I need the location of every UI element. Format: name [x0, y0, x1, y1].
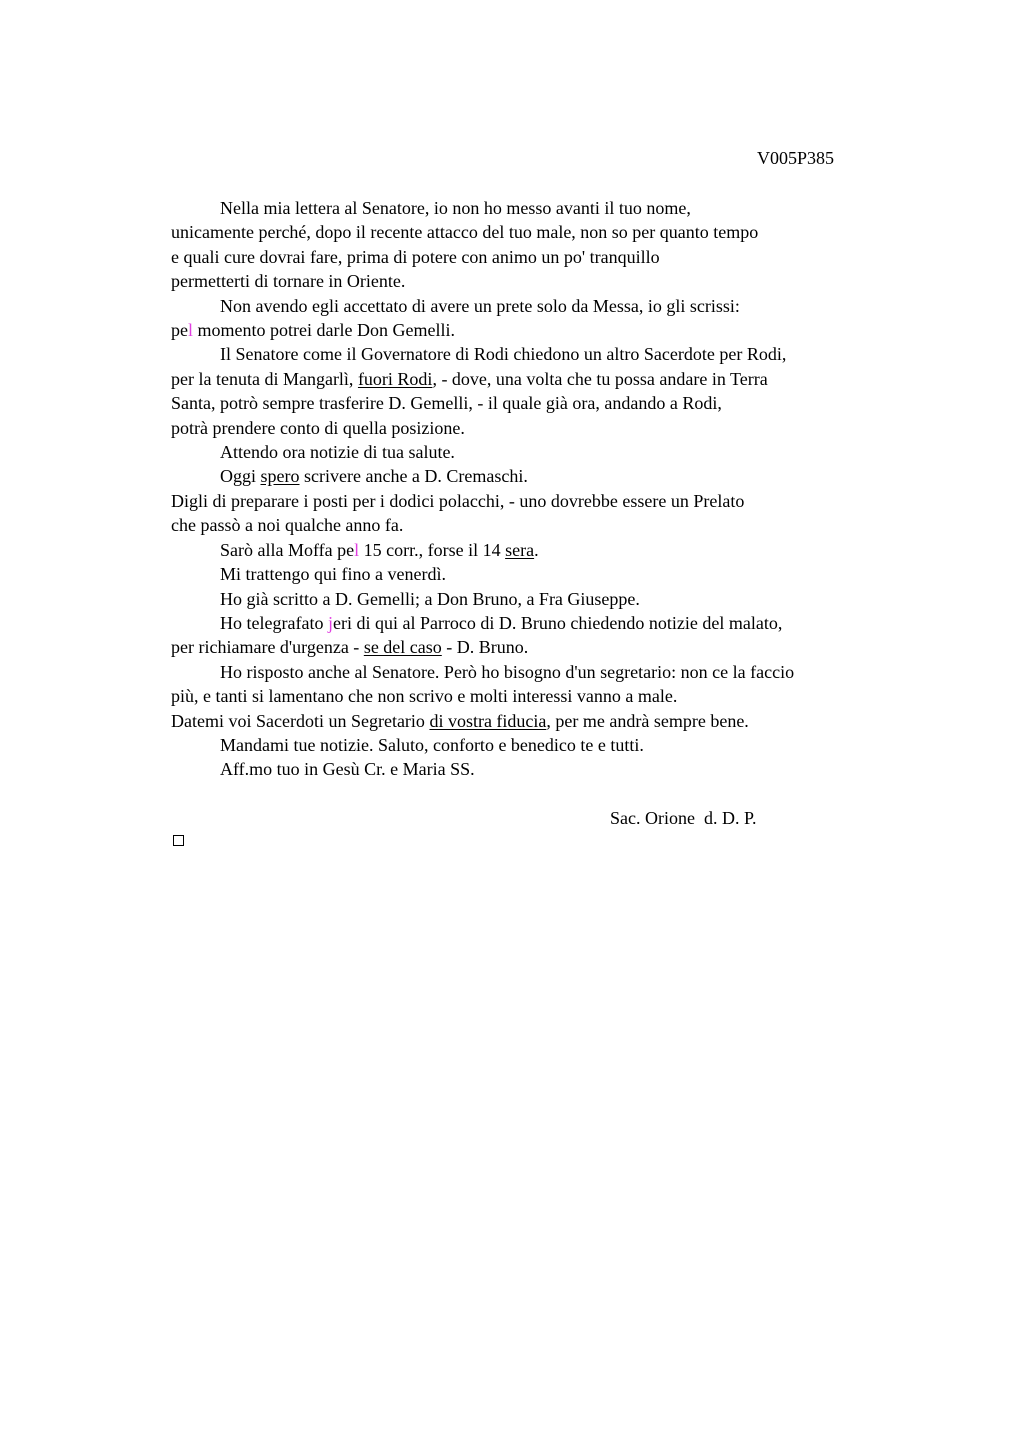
line-text: . [534, 539, 539, 560]
line-text: , - dove, una volta che tu possa andare in Terra [432, 368, 768, 389]
line-text: pe [171, 320, 188, 341]
line-text: Il Senatore come il Governatore di Rodi chiedono un altro Sacerdote per Rodi, [220, 344, 787, 365]
line-text: Datemi voi Sacerdoti un Segretario [171, 710, 430, 731]
letter-line [171, 269, 794, 293]
editor-mark: j [327, 612, 333, 633]
line-text: Ho telegrafato [220, 612, 328, 633]
line-text: eri di qui al Parroco di D. Bruno chiedendo notizie del malato, [332, 612, 783, 633]
underlined-text: di vostra fiducia [429, 710, 547, 731]
line-text: Digli di preparare i posti per i dodici polacchi, - uno dovrebbe essere un Prelato [171, 490, 745, 511]
letter-line [171, 635, 794, 659]
line-text: Oggi [220, 466, 261, 487]
letter-line [171, 416, 794, 440]
page-id: V005P385 [757, 148, 835, 168]
underlined-text: fuori Rodi [357, 368, 433, 389]
line-text: che passò a noi qualche anno fa. [171, 515, 404, 536]
letter-line [171, 391, 794, 415]
line-text: per la tenuta di Mangarlì, [171, 368, 358, 389]
letter-line [171, 342, 794, 366]
line-text: Santa, potrò sempre trasferire D. Gemelli, - il quale già ora, andando a Rodi, [171, 393, 722, 414]
line-text: Attendo ora notizie di tua salute. [220, 442, 455, 463]
letter-line [171, 757, 794, 781]
letter-line [171, 587, 794, 611]
line-text: Sarò alla Moffa pe [220, 539, 355, 560]
line-text: - D. Bruno. [441, 637, 529, 658]
editor-mark: l [354, 539, 360, 560]
letter-body [171, 196, 794, 782]
letter-line [171, 684, 794, 708]
letter-line [171, 513, 794, 537]
letter-line [171, 294, 794, 318]
line-text: Non avendo egli accettato di avere un prete solo da Messa, io gli scrissi: [220, 295, 740, 316]
letter-line [171, 220, 794, 244]
signature: Sac. Orione d. D. P. [610, 808, 757, 828]
line-text: e quali cure dovrai fare, prima di potere con animo un po' tranquillo [171, 246, 660, 267]
line-text: 15 corr., forse il 14 [359, 539, 506, 560]
line-text: Mi trattengo qui fino a venerdì. [220, 564, 446, 585]
line-text: , per me andrà sempre bene. [546, 710, 749, 731]
letter-line [171, 660, 794, 684]
line-text: Mandami tue notizie. Saluto, conforto e benedico te e tutti. [220, 734, 644, 755]
underlined-text: spero [260, 466, 300, 487]
line-text: unicamente perché, dopo il recente attacco del tuo male, non so per quanto tempo [171, 222, 759, 243]
letter-line [171, 489, 794, 513]
letter-line [171, 440, 794, 464]
editor-mark: l [188, 320, 194, 341]
line-text: scrivere anche a D. Cremaschi. [299, 466, 528, 487]
line-text: per richiamare d'urgenza - [171, 637, 364, 658]
letter-line [171, 733, 794, 757]
line-text: permetterti di tornare in Oriente. [171, 271, 406, 292]
line-text: Ho già scritto a D. Gemelli; a Don Bruno, a Fra Giuseppe. [220, 588, 640, 609]
underlined-text: se del caso [363, 637, 442, 658]
line-text: momento potrei darle Don Gemelli. [193, 320, 455, 341]
letter-line [171, 196, 794, 220]
line-text: più, e tanti si lamentano che non scrivo e molti interessi vanno a male. [171, 686, 678, 707]
letter-line [171, 538, 794, 562]
letter-line [171, 611, 794, 635]
letter-line [171, 464, 794, 488]
line-text: Aff.mo tuo in Gesù Cr. e Maria SS. [220, 759, 475, 780]
letter-line [171, 709, 794, 733]
letter-line [171, 318, 794, 342]
line-text: Nella mia lettera al Senatore, io non ho messo avanti il tuo nome, [220, 198, 691, 218]
end-marker-box [173, 835, 184, 846]
letter-line [171, 245, 794, 269]
line-text: potrà prendere conto di quella posizione. [171, 417, 465, 438]
letter-line [171, 367, 794, 391]
line-text: Ho risposto anche al Senatore. Però ho bisogno d'un segretario: non ce la faccio [220, 661, 795, 682]
underlined-text: sera [505, 539, 535, 560]
letter-line [171, 562, 794, 586]
